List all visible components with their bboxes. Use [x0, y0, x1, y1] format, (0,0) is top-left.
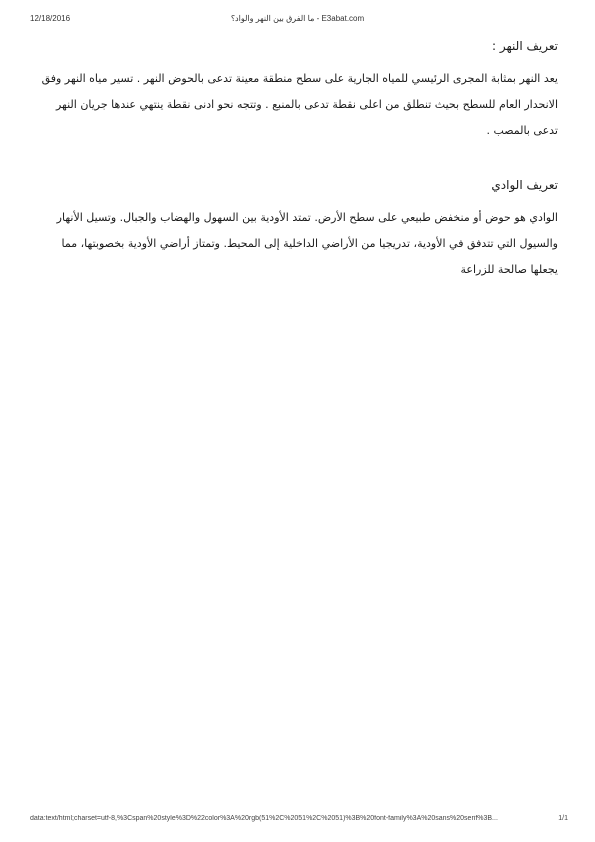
- section-spacer: [36, 144, 558, 177]
- section-paragraph: يعد النهر بمثابة المجرى الرئيسي للمياه الجارية على سطح منطقة معينة تدعى بالحوض النهر . تسير مياه النهر وفق الانحدار العام للسطح بحيث تنطلق من اعلى نقطة تدعى بالمنبع . وتتجه نحو ادنى نقطة ينتهي عندها جريان النهر تدعى بالمصب .: [41, 72, 558, 137]
- article-content: [36, 38, 558, 283]
- print-date: 12/18/2016: [30, 14, 71, 23]
- page-title: ما الفرق بين النهر والواد؟ - E3abat.com: [230, 14, 365, 23]
- section-heading: تعريف الوادي: [491, 178, 558, 192]
- print-header: [0, 14, 595, 28]
- print-footer: [0, 815, 595, 827]
- source-url: data:text/html;charset=utf-8,%3Cspan%20style%3D%22color%3A%20rgb(51%2C%2051%2C%2051)%3B%20font-family%3A%20sans%20serif%3B...: [30, 815, 498, 822]
- page-number: 1/1: [558, 815, 568, 822]
- section-heading: تعريف النهر :: [492, 39, 558, 53]
- section-valley: [36, 177, 558, 283]
- section-river: [36, 38, 558, 144]
- section-paragraph: الوادي هو حوض أو منخفض طبيعي على سطح الأرض. تمتد الأودية بين السهول والهضاب والجبال. وتسيل الأنهار والسيول التي تتدفق في الأودية، تدريجيا من الأراضي الداخلية إلى المحيط. وتمتاز أراضي الأودية بخصوبتها، مما يجعلها صالحة للزراعة: [56, 211, 558, 276]
